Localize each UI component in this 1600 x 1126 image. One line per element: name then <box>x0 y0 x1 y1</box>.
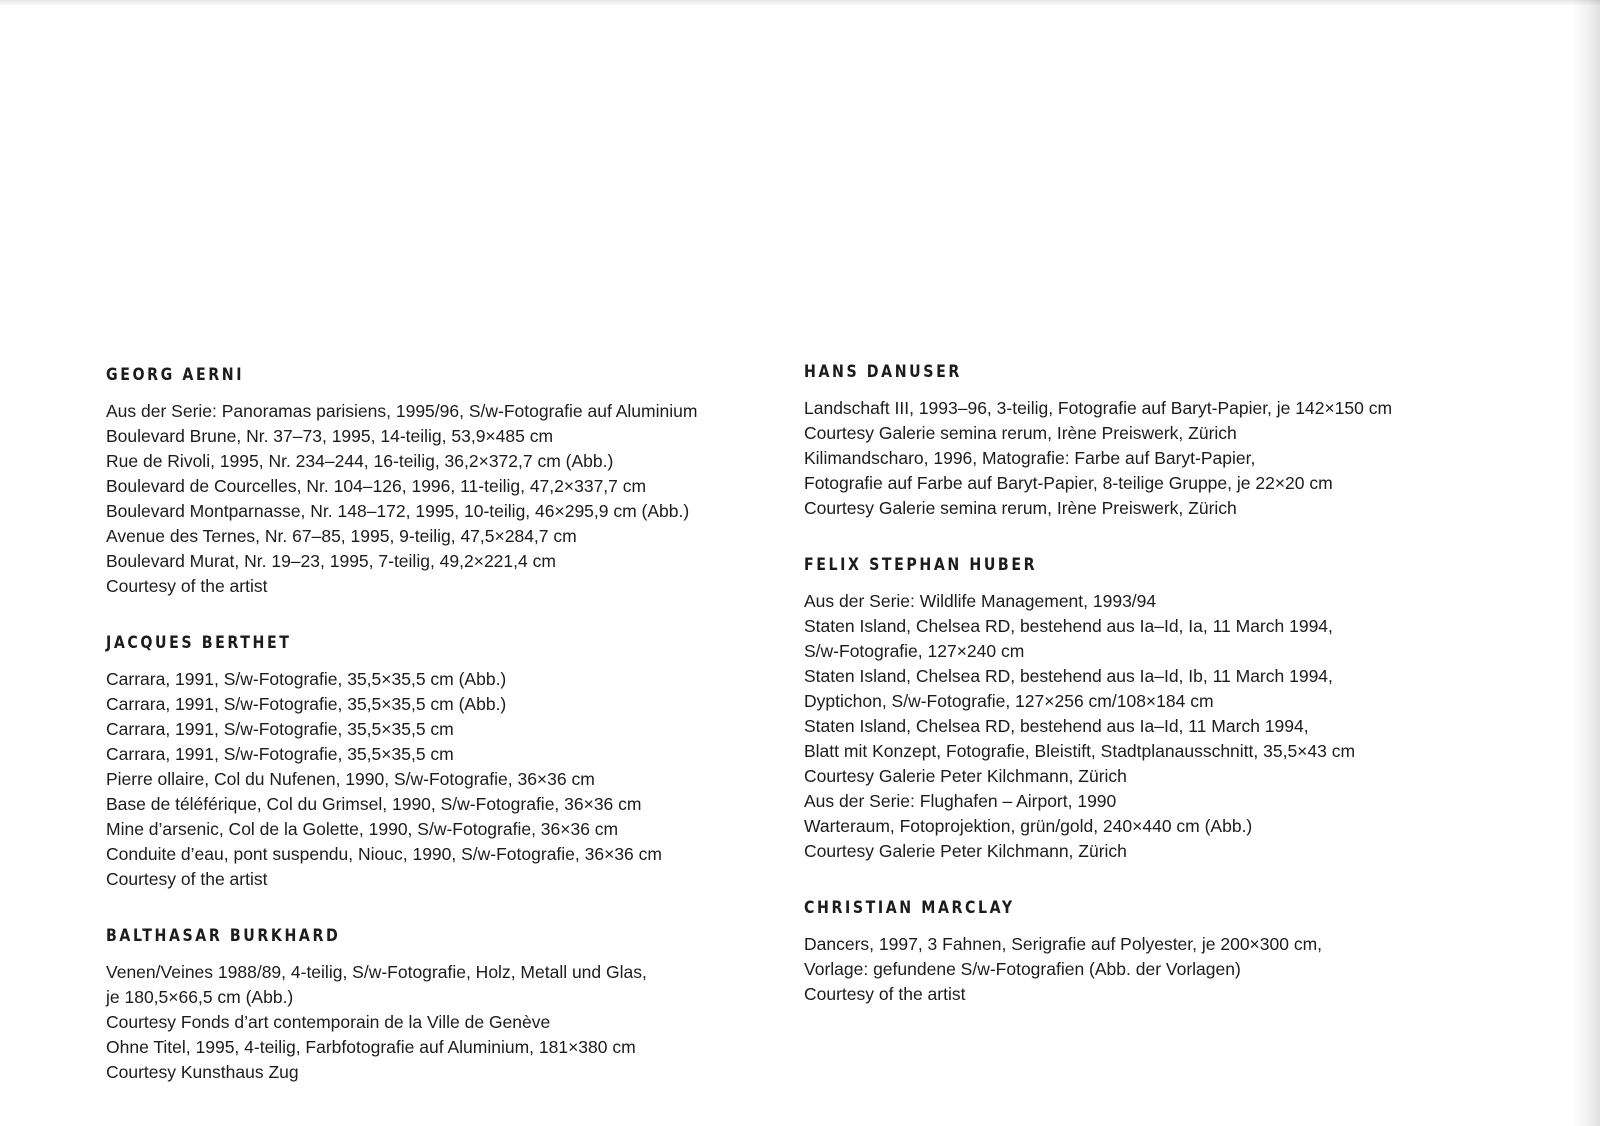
work-entry-line: Staten Island, Chelsea RD, bestehend aus Ia–Id, Ib, 11 March 1994, <box>804 666 1333 686</box>
work-entry-line: Ohne Titel, 1995, 4-teilig, Farbfotografie auf Aluminium, 181×380 cm <box>106 1037 636 1057</box>
work-entry-line: Aus der Serie: Flughafen – Airport, 1990 <box>804 791 1117 811</box>
work-entry-line: Rue de Rivoli, 1995, Nr. 234–244, 16-teilig, 36,2×372,7 cm (Abb.) <box>106 451 614 471</box>
right-column <box>804 362 1504 1041</box>
work-entry-line: Warteraum, Fotoprojektion, grün/gold, 240×440 cm (Abb.) <box>804 816 1253 836</box>
work-entry-line: Staten Island, Chelsea RD, bestehend aus Ia–Id, Ia, 11 March 1994, <box>804 616 1333 636</box>
page-fold-shadow <box>1572 0 1600 1126</box>
artist-name-heading: BALTHASAR BURKHARD <box>106 926 341 945</box>
artist-name-heading: HANS DANUSER <box>804 362 962 381</box>
work-entry-line: Kilimandscharo, 1996, Matografie: Farbe auf Baryt-Papier, <box>804 448 1256 468</box>
artist-entry <box>106 633 786 892</box>
artist-name-heading: GEORG AERNI <box>106 365 245 384</box>
work-entry-line: Boulevard Brune, Nr. 37–73, 1995, 14-teilig, 53,9×485 cm <box>106 426 554 446</box>
page-top-shadow <box>0 0 1600 6</box>
artist-entry <box>106 365 786 599</box>
left-column <box>106 365 786 1119</box>
work-entry-line: Courtesy Fonds d’art contemporain de la Ville de Genève <box>106 1012 551 1032</box>
work-entry-line: Carrara, 1991, S/w-Fotografie, 35,5×35,5 cm (Abb.) <box>106 669 507 689</box>
work-entry-line: Fotografie auf Farbe auf Baryt-Papier, 8-teilige Gruppe, je 22×20 cm <box>804 473 1333 493</box>
work-entry-line: Vorlage: gefundene S/w-Fotografien (Abb. der Vorlagen) <box>804 959 1241 979</box>
work-entry-line: Pierre ollaire, Col du Nufenen, 1990, S/w-Fotografie, 36×36 cm <box>106 769 595 789</box>
work-entry-line: Staten Island, Chelsea RD, bestehend aus Ia–Id, 11 March 1994, <box>804 716 1309 736</box>
work-entry-line: Courtesy of the artist <box>106 869 268 889</box>
artist-name-heading: CHRISTIAN MARCLAY <box>804 898 1015 917</box>
work-entry-line: Dyptichon, S/w-Fotografie, 127×256 cm/108×184 cm <box>804 691 1214 711</box>
work-entry-line: Carrara, 1991, S/w-Fotografie, 35,5×35,5 cm (Abb.) <box>106 694 507 714</box>
work-entry-line: Carrara, 1991, S/w-Fotografie, 35,5×35,5 cm <box>106 719 454 739</box>
work-entry-line: Base de téléférique, Col du Grimsel, 1990, S/w-Fotografie, 36×36 cm <box>106 794 642 814</box>
work-entry-line: Courtesy Galerie semina rerum, Irène Preiswerk, Zürich <box>804 498 1237 518</box>
work-entry-line: je 180,5×66,5 cm (Abb.) <box>106 987 294 1007</box>
work-entry-line: Blatt mit Konzept, Fotografie, Bleistift, Stadtplanausschnitt, 35,5×43 cm <box>804 741 1356 761</box>
work-entry-line: S/w-Fotografie, 127×240 cm <box>804 641 1025 661</box>
work-entry-line: Courtesy of the artist <box>106 576 268 596</box>
work-entry-line: Aus der Serie: Panoramas parisiens, 1995/96, S/w-Fotografie auf Aluminium <box>106 401 698 421</box>
work-entry-line: Courtesy Galerie Peter Kilchmann, Zürich <box>804 841 1127 861</box>
artist-name-heading: JACQUES BERTHET <box>106 633 292 652</box>
work-entry-line: Courtesy Kunsthaus Zug <box>106 1062 299 1082</box>
artist-entry <box>106 926 786 1085</box>
work-entry-line: Conduite d’eau, pont suspendu, Niouc, 1990, S/w-Fotografie, 36×36 cm <box>106 844 662 864</box>
work-entry-line: Dancers, 1997, 3 Fahnen, Serigrafie auf Polyester, je 200×300 cm, <box>804 934 1323 954</box>
artist-entry <box>804 555 1504 864</box>
artist-name-heading: FELIX STEPHAN HUBER <box>804 555 1038 574</box>
work-entry-line: Courtesy Galerie semina rerum, Irène Preiswerk, Zürich <box>804 423 1237 443</box>
work-entry-line: Boulevard de Courcelles, Nr. 104–126, 1996, 11-teilig, 47,2×337,7 cm <box>106 476 647 496</box>
work-entry-line: Avenue des Ternes, Nr. 67–85, 1995, 9-teilig, 47,5×284,7 cm <box>106 526 577 546</box>
artist-entry <box>804 898 1504 1007</box>
work-entry-line: Venen/Veines 1988/89, 4-teilig, S/w-Fotografie, Holz, Metall und Glas, <box>106 962 647 982</box>
work-entry-line: Boulevard Murat, Nr. 19–23, 1995, 7-teilig, 49,2×221,4 cm <box>106 551 556 571</box>
work-entry-line: Landschaft III, 1993–96, 3-teilig, Fotografie auf Baryt-Papier, je 142×150 cm <box>804 398 1393 418</box>
work-entry-line: Boulevard Montparnasse, Nr. 148–172, 1995, 10-teilig, 46×295,9 cm (Abb.) <box>106 501 690 521</box>
work-entry-line: Aus der Serie: Wildlife Management, 1993/94 <box>804 591 1157 611</box>
work-entry-line: Courtesy of the artist <box>804 984 966 1004</box>
work-entry-line: Carrara, 1991, S/w-Fotografie, 35,5×35,5 cm <box>106 744 454 764</box>
work-entry-line: Courtesy Galerie Peter Kilchmann, Zürich <box>804 766 1127 786</box>
artist-entry <box>804 362 1504 521</box>
work-entry-line: Mine d’arsenic, Col de la Golette, 1990, S/w-Fotografie, 36×36 cm <box>106 819 619 839</box>
